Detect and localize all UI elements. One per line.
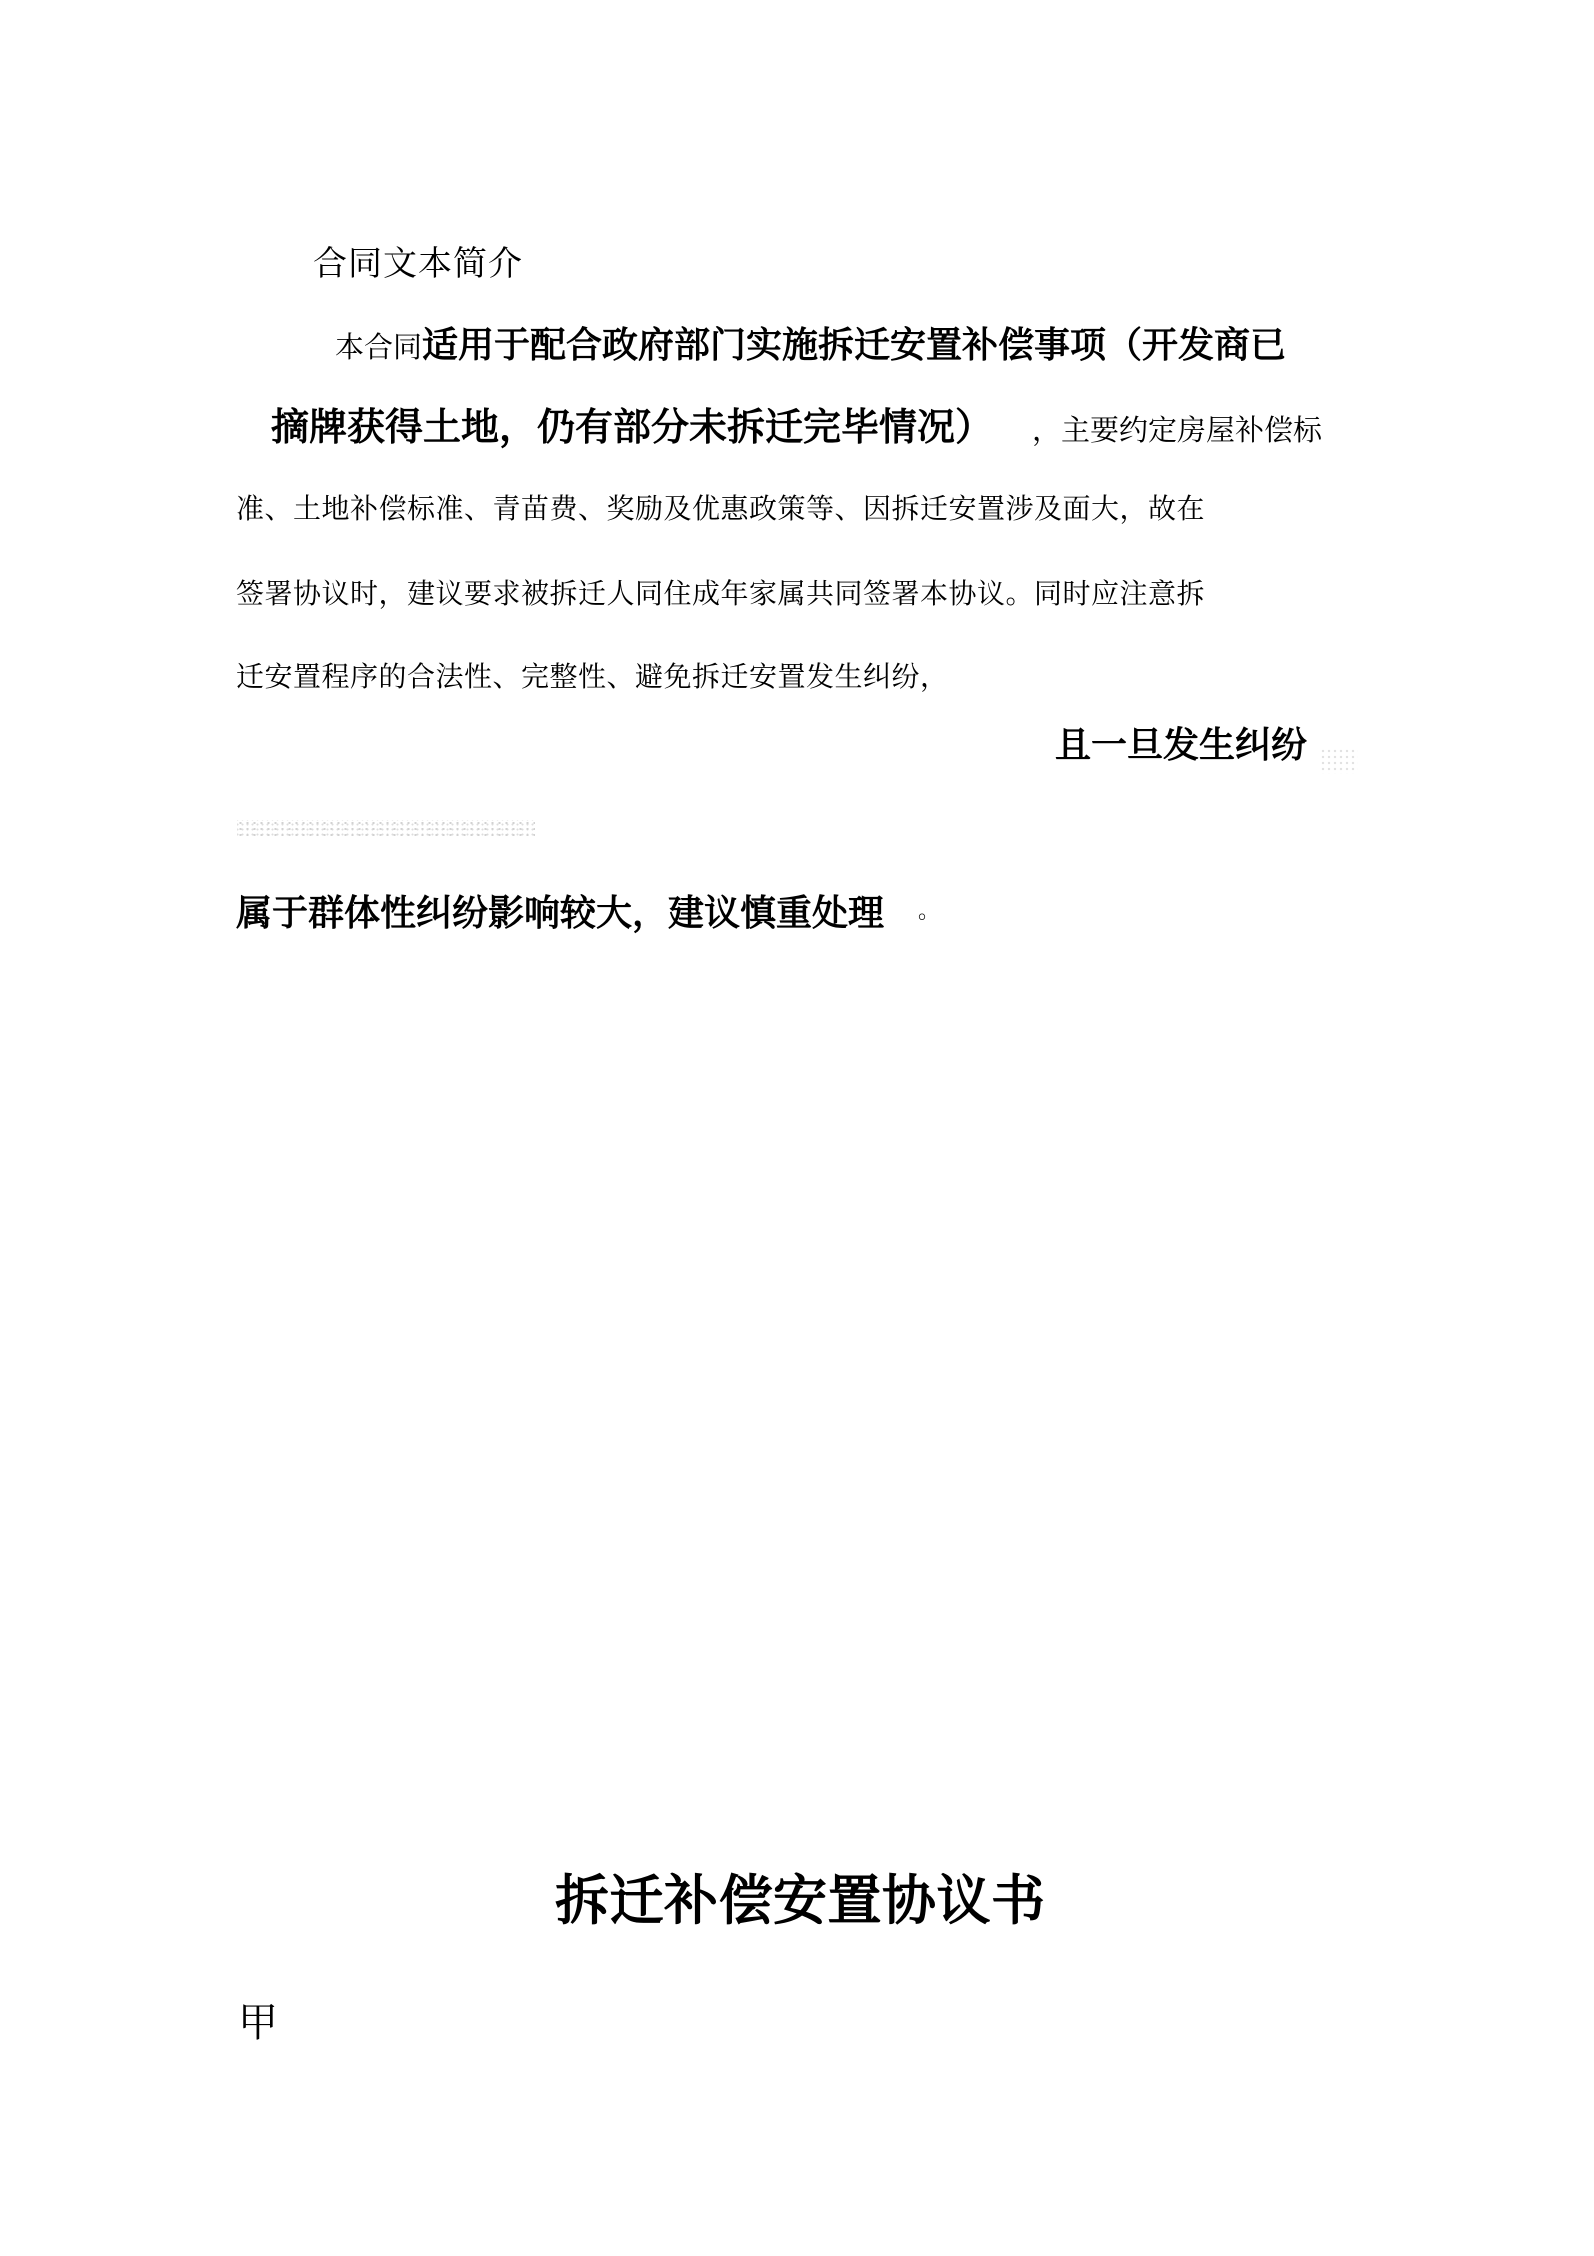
paragraph-line2-tail-text: ，主要约定房屋补偿标: [1032, 415, 1323, 447]
party-a-label: 甲: [238, 2001, 278, 2045]
paragraph-lead-text: 本合同: [335, 332, 423, 364]
intro-paragraph-line3: 准、土地补偿标准、青苗费、奖励及优惠政策等、因拆迁安置涉及面大，故在: [236, 493, 1206, 524]
faint-dotted-watermark: [237, 820, 535, 838]
closing-line-text: 属于群体性纠纷影响较大，建议慎重处理: [236, 892, 885, 933]
intro-paragraph-line2: [271, 406, 1322, 451]
intro-paragraph-line4: 签署协议时，建议要求被拆迁人同住成年家属共同签署本协议。同时应注意拆: [236, 578, 1206, 609]
intro-paragraph-line5: 迁安置程序的合法性、完整性、避免拆迁安置发生纠纷，: [236, 661, 949, 692]
faint-dot-artifact: [1320, 748, 1358, 774]
intro-paragraph-line1: [335, 324, 1286, 366]
paragraph-line2-emphasis-text: 摘牌获得土地，仍有部分未拆迁完毕情况）: [271, 407, 975, 449]
paragraph-line1-emphasis-text: 适用于配合政府部门实施拆迁安置补偿事项（开发商已: [422, 324, 1287, 365]
intro-heading: 合同文本简介: [313, 245, 523, 283]
closing-period-mark: 。: [918, 898, 941, 923]
agreement-main-title: 拆迁补偿安置协议书: [555, 1871, 1046, 1931]
emphasis-standalone-text: 且一旦发生纠纷: [1055, 724, 1308, 765]
